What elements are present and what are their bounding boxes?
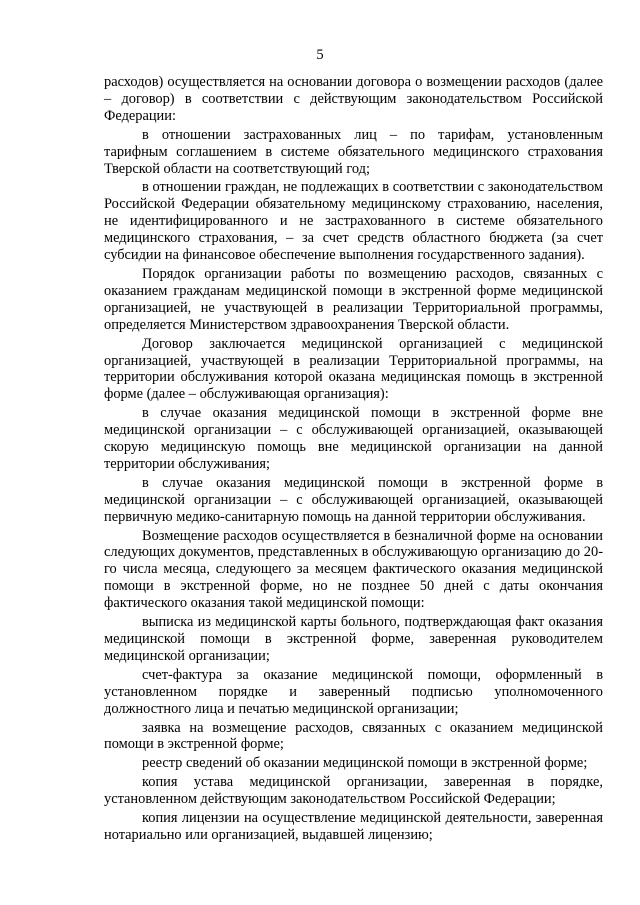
list-item-charter-copy: копия устава медицинской организации, заверенная в порядке, установленном действующим законодательством Российской Федерации; xyxy=(104,774,603,808)
paragraph-continuation: расходов) осуществляется на основании договора о возмещении расходов (далее – договор) в соответствии с действующим законодательством Российской Федерации: xyxy=(104,74,603,124)
paragraph-uninsured-citizens: в отношении граждан, не подлежащих в соответствии с законодательством Российской Федерации обязательному медицинскому страхованию, населения, не идентифицированного и не застрахованного в системе обязательного медицинского страхования, – за счет средств областного бюджета (за счет субсидии на финансовое обеспечение выполнения государственного задания). xyxy=(104,179,603,264)
paragraph-contract-conclusion: Договор заключается медицинской организацией с медицинской организацией, участвующей в реализации Территориальной программы, на территории обслуживания которой оказана медицинская помощь в экстренной форме (далее – обслуживающая организация): xyxy=(104,335,603,403)
list-item-care-registry: реестр сведений об оказании медицинской помощи в экстренной форме; xyxy=(142,755,588,772)
paragraph-reimbursement-procedure: Порядок организации работы по возмещению расходов, связанных с оказанием гражданам медицинской помощи в экстренной форме медицинской организацией, не участвующей в реализации Территориальной программы, определяется Министерством здравоохранения Тверской области. xyxy=(104,265,603,333)
paragraph-insured-persons: в отношении застрахованных лиц – по тарифам, установленным тарифным соглашением в системе обязательного медицинского страхования Тверской области на соответствующий год; xyxy=(104,126,603,177)
page-number: 5 xyxy=(316,47,324,63)
paragraph-reimbursement-documents: Возмещение расходов осуществляется в безналичной форме на основании следующих документов, представленных в обслуживающую организацию до 20-го числа месяца, следующего за месяцем фактического оказания медицинской помощи в экстренной форме, но не позднее 50 дней с даты окончания фактического оказания такой медицинской помощи: xyxy=(104,527,603,612)
list-item-medical-record-extract: выписка из медицинской карты больного, подтверждающая факт оказания медицинской помощи в экстренной форме, заверенная руководителем медицинской организации; xyxy=(104,614,603,664)
paragraph-inside-organization: в случае оказания медицинской помощи в экстренной форме в медицинской организации – с обслуживающей организацией, оказывающей первичную медико-санитарную помощь на данной территории обслуживания. xyxy=(104,474,603,525)
list-item-reimbursement-request: заявка на возмещение расходов, связанных с оказанием медицинской помощи в экстренной форме; xyxy=(104,719,603,753)
list-item-license-copy: копия лицензии на осуществление медицинской деятельности, заверенная нотариально или организацией, выдавшей лицензию; xyxy=(104,810,603,843)
list-item-invoice: счет-фактура за оказание медицинской помощи, оформленный в установленном порядке и заверенный подписью уполномоченного должностного лица и печатью медицинской организации; xyxy=(104,666,603,717)
document-body xyxy=(104,74,603,846)
paragraph-outside-organization: в случае оказания медицинской помощи в экстренной форме вне медицинской организации – с обслуживающей организацией, оказывающей скорую медицинскую помощь вне медицинской организации на данной территории обслуживания; xyxy=(104,405,603,472)
